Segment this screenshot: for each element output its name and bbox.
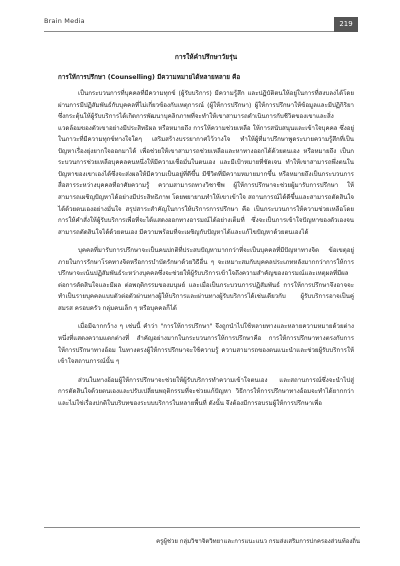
publisher-brand: Brain Media xyxy=(44,17,85,25)
document-body xyxy=(58,48,354,416)
paragraph-clients: บุคคลที่มารับการปรึกษาจะเป็นคนปกติที่ประสบปัญหามากกว่าที่จะเป็นบุคคลที่มีปัญหาทางจิต ข้อเขตุอยู่ภายในการรักษาโรคทางจิตหรือการบำบัดรักษาด้วยวิธีอื่น ๆ จะเหมาะสมกับบุคคลประเภทหลังมากกว่าการให้การปรึกษาจะเน้นปฏิสัมพันธ์ระหว่างบุคคลซึ่งจะช่วยให้ผู้รับบริการเข้าใจถึงความสำคัญของอารมณ์และเหตุผลที่มีผลต่อการตัดสินใจและมีผล ต่อพฤติกรรมของมนุษย์ และเมื่อเป็นกระบวนการปฏิสัมพันธ์ การให้การปรึกษาจึงอาจจะทำเป็นรายบุคคลแบบตัวต่อตัวผ่านทางผู้ให้บริการและผ่านทางผู้รับบริการได้เช่นเดียวกับ ผู้รับบริการอาจเป็นคู่สมรส ครอบครัว กลุ่มคนเล็ก ๆ หรือบุคคลก็ได้ xyxy=(58,247,354,312)
paragraph-definition: เป็นกระบวนการที่บุคคลที่มีความทุกข์ (ผู้รับบริการ) มีความรู้สึก และปฏิบัติตนให้อยู่ในการที่สงบลงได้โดยผ่านการมีปฏิสัมพันธ์กับบุคคลที่ไม่เกี่ยวข้องกับเหตุการณ์ (ผู้ให้การปรึกษา) ผู้ให้การปรึกษาให้ข้อมูลและมีปฏิกิริยาซึ่งกระตุ้นให้ผู้รับบริการได้เกิดการพัฒนาบุคลิกภาพที่จะทำให้เขาสามารถดำเนินการกับชีวิตของเขาและสิ่งแวดล้อมของตัวเขาอย่างมีประสิทธิผล หรือหมายถึง การให้ความช่วยเหลือ ให้การสนับสนุนและเข้าใจบุคคล ซึ่งอยู่ในภาวะที่มีความทุกข์ทางใจใดๆ เสริมสร้างบรรยากาศไว้วางใจ ทำให้ผู้ที่มาปรึกษาพูดระบายความรู้สึกที่เป็นปัญหาเรื่องยุ่งยากใจออกมาได้ เพื่อช่วยให้เขาสามารถช่วยเหลือและหาทางออกได้ด้วยตนเอง หรือหมายถึง เป็นกระบวนการช่วยเหลือบุคคลคนหนึ่งให้มีความเชื่อมั่นในตนเอง และมีเป้าหมายที่ชัดเจน ทำให้เขาสามารถพึ่งตนในปัญหาของเขาเองได้ซึ่งจะส่งผลให้มีความเป็นอยู่ที่ดีขึ้น มีชีวิตที่มีความหมายมากขึ้น หรือหมายถึงเป็นกระบวนการสื่อสารระหว่างบุคคลที่อาศัยความรู้ ความสามารถทางวิชาชีพ ผู้ให้การปรึกษาจะช่วยผู้มารับการปรึกษา ให้สามารถเผชิญปัญหาได้อย่างมีประสิทธิภาพ โดยพยายามทำให้เขาเข้าใจ สถานการณ์ได้ดีขึ้นและสามารถตัดสินใจได้ด้วยตนเองอย่างมั่นใจ สรุปสาระสำคัญในการให้บริการการปรึกษา คือ เป็นกระบวนการให้ความช่วยเหลือโดยการให้คำสั่งให้ผู้รับบริการเพื่อที่จะได้แสดงออกทางอารมณ์ได้อย่างเต็มที่ ซึ่งจะเป็นการเข้าใจปัญหาของตัวเองจนสามารถตัดสินใจได้ด้วยตนเอง มีความพร้อมที่จะเผชิญกับปัญหาได้และแก้ไขปัญหาด้วยตนเองได้ xyxy=(58,90,354,236)
header-divider xyxy=(44,31,334,32)
paragraph-indirect: ส่วนในทางอ้อมผู้ให้การปรึกษาจะช่วยให้ผู้รับบริการทำความเข้าใจตนเอง และสถานการณ์ซึ่งจะนำไปสู่การตัดสินใจด้วยตนเองและปรับเปลี่ยนพฤติกรรมที่จะช่วยแก้ปัญหา วิธีการให้การปรึกษาทางอ้อมจะทำได้ยากกว่า และไม่ใช่เรื่องปกติในบริบทของระบบบริการในหลายพื้นที่ ดังนั้น จึงต้องมีการอบรมผู้ให้การปรึกษาเพื่อ xyxy=(58,376,354,407)
page-header xyxy=(0,0,400,48)
page-footer xyxy=(44,527,360,546)
section-title: การให้คำปรึกษาวัยรุ่น xyxy=(174,53,238,61)
footer-divider xyxy=(44,527,360,528)
paragraph-direct-indirect: เมื่อมีฉากกว้าง ๆ เช่นนี้ คำว่า "การให้การปรึกษา" จึงถูกนำไปใช้หลายทางและหลายความหมายด้วยต่างหนึ่งที่แสดงความแตกต่างที่ สำคัญอย่างมากในกระบวนการให้การปรึกษาคือ การให้การปรึกษาทางตรงกับการให้การปรึกษาทางอ้อม ในทางตรงผู้ให้การปรึกษาจะใช้ความรู้ ความสามารถของตนแนะนำและช่วยผู้รับบริการให้เข้าใจสถานการณ์นั้น ๆ xyxy=(58,323,354,366)
footer-text: ครูผู้ช่วย กลุ่มวิชาจิตวิทยาและการแนะแนว กรมส่งเสริมการปกครองส่วนท้องถิ่น xyxy=(156,538,360,545)
subheading: การให้การปรึกษา (Counselling) มีความหมายได้หลายหลาย คือ xyxy=(58,73,241,81)
page-number-badge: 219 xyxy=(334,17,358,32)
